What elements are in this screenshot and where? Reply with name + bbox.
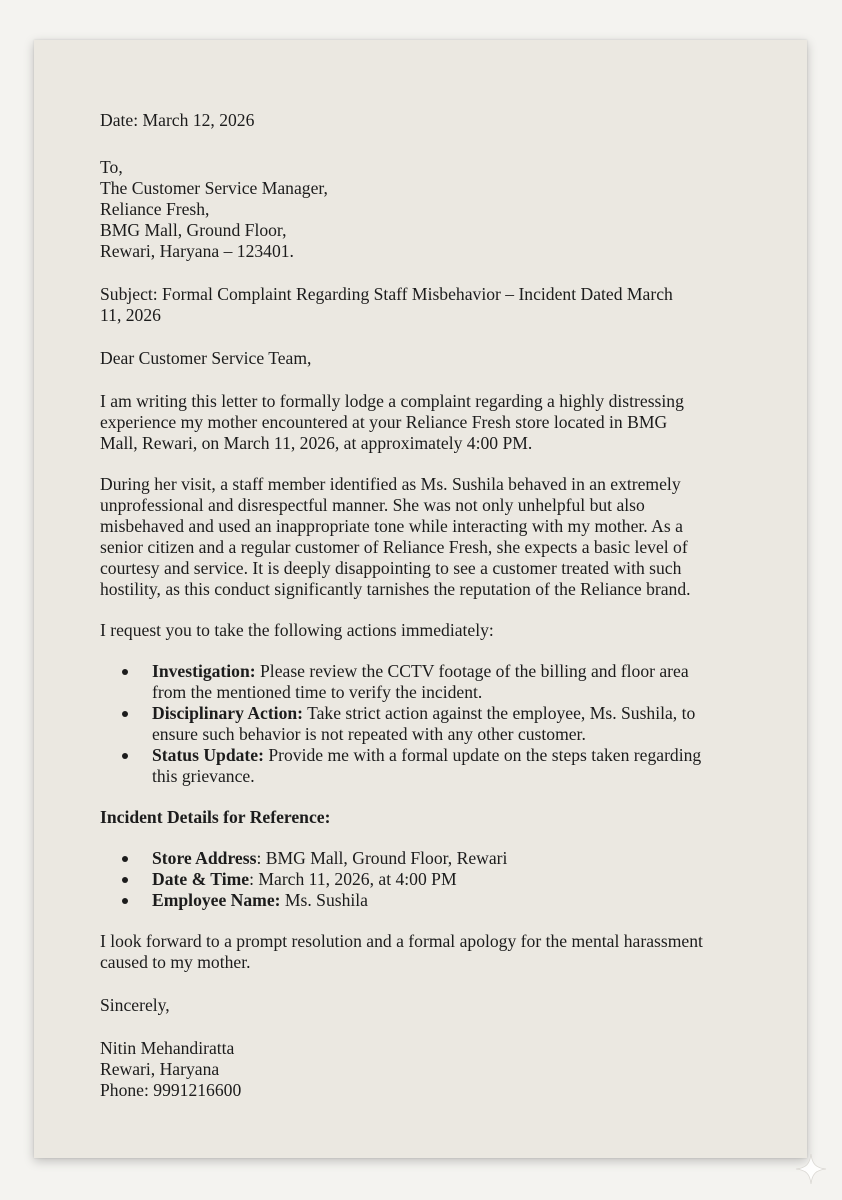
detail-store-address bbox=[100, 848, 750, 869]
subject-line-2: 11, 2026 bbox=[100, 305, 161, 325]
subject-block bbox=[100, 284, 750, 326]
paragraph-line: I am writing this letter to formally lodge a complaint regarding a highly distressing bbox=[100, 391, 684, 411]
paragraph-line: unprofessional and disrespectful manner. She was not only unhelpful but also bbox=[100, 495, 645, 515]
signature-phone: Phone: 9991216600 bbox=[100, 1080, 242, 1100]
paragraph-incident bbox=[100, 474, 750, 600]
paragraph-line: During her visit, a staff member identified as Ms. Sushila behaved in an extremely bbox=[100, 474, 681, 494]
paragraph-intro bbox=[100, 391, 750, 454]
paragraph-closing bbox=[100, 931, 750, 973]
action-text-cont: from the mentioned time to verify the incident. bbox=[152, 682, 483, 702]
action-text-cont: ensure such behavior is not repeated with any other customer. bbox=[152, 724, 586, 744]
letter-content bbox=[100, 110, 750, 1101]
action-text: Take strict action against the employee, Ms. Sushila, to bbox=[303, 703, 696, 723]
recipient-block bbox=[100, 157, 750, 262]
detail-value: : BMG Mall, Ground Floor, Rewari bbox=[256, 848, 508, 868]
action-label: Disciplinary Action: bbox=[152, 703, 304, 723]
letter-date: Date: March 12, 2026 bbox=[100, 110, 255, 130]
recipient-company: Reliance Fresh, bbox=[100, 199, 210, 219]
detail-value: Ms. Sushila bbox=[280, 890, 368, 910]
paragraph-line: Mall, Rewari, on March 11, 2026, at approximately 4:00 PM. bbox=[100, 433, 533, 453]
paragraph-line: caused to my mother. bbox=[100, 952, 251, 972]
detail-employee-name bbox=[100, 890, 750, 911]
recipient-title: The Customer Service Manager, bbox=[100, 178, 328, 198]
subject-line-1: Subject: Formal Complaint Regarding Staff Misbehavior – Incident Dated March bbox=[100, 284, 673, 304]
action-label: Investigation: bbox=[152, 661, 256, 681]
request-intro: I request you to take the following actions immediately: bbox=[100, 620, 494, 640]
signoff: Sincerely, bbox=[100, 995, 170, 1015]
detail-date-time bbox=[100, 869, 750, 890]
signature-location: Rewari, Haryana bbox=[100, 1059, 220, 1079]
paragraph-line: I look forward to a prompt resolution and a formal apology for the mental harassment bbox=[100, 931, 703, 951]
sparkle-icon bbox=[794, 1152, 828, 1186]
paragraph-line: misbehaved and used an inappropriate tone while interacting with my mother. As a bbox=[100, 516, 683, 536]
paragraph-line: courtesy and service. It is deeply disappointing to see a customer treated with such bbox=[100, 558, 682, 578]
paragraph-line: hostility, as this conduct significantly tarnishes the reputation of the Reliance brand. bbox=[100, 579, 691, 599]
action-text: Please review the CCTV footage of the billing and floor area bbox=[255, 661, 689, 681]
detail-label: Employee Name: bbox=[152, 890, 281, 910]
letter-paper bbox=[34, 40, 807, 1158]
action-list bbox=[100, 661, 750, 787]
recipient-to: To, bbox=[100, 157, 123, 177]
paragraph-line: senior citizen and a regular customer of Reliance Fresh, she expects a basic level of bbox=[100, 537, 688, 557]
recipient-city: Rewari, Haryana – 123401. bbox=[100, 241, 294, 261]
detail-value: : March 11, 2026, at 4:00 PM bbox=[249, 869, 457, 889]
action-item-disciplinary bbox=[100, 703, 750, 745]
action-label: Status Update: bbox=[152, 745, 264, 765]
details-heading: Incident Details for Reference: bbox=[100, 807, 331, 827]
paragraph-line: experience my mother encountered at your Reliance Fresh store located in BMG bbox=[100, 412, 668, 432]
salutation: Dear Customer Service Team, bbox=[100, 348, 312, 368]
action-item-status-update bbox=[100, 745, 750, 787]
action-item-investigation bbox=[100, 661, 750, 703]
signature-name: Nitin Mehandiratta bbox=[100, 1038, 235, 1058]
detail-label: Date & Time bbox=[152, 869, 250, 889]
action-text: Provide me with a formal update on the steps taken regarding bbox=[263, 745, 702, 765]
action-text-cont: this grievance. bbox=[152, 766, 255, 786]
details-list bbox=[100, 848, 750, 911]
recipient-address: BMG Mall, Ground Floor, bbox=[100, 220, 287, 240]
signature-block bbox=[100, 1038, 750, 1101]
detail-label: Store Address bbox=[152, 848, 257, 868]
